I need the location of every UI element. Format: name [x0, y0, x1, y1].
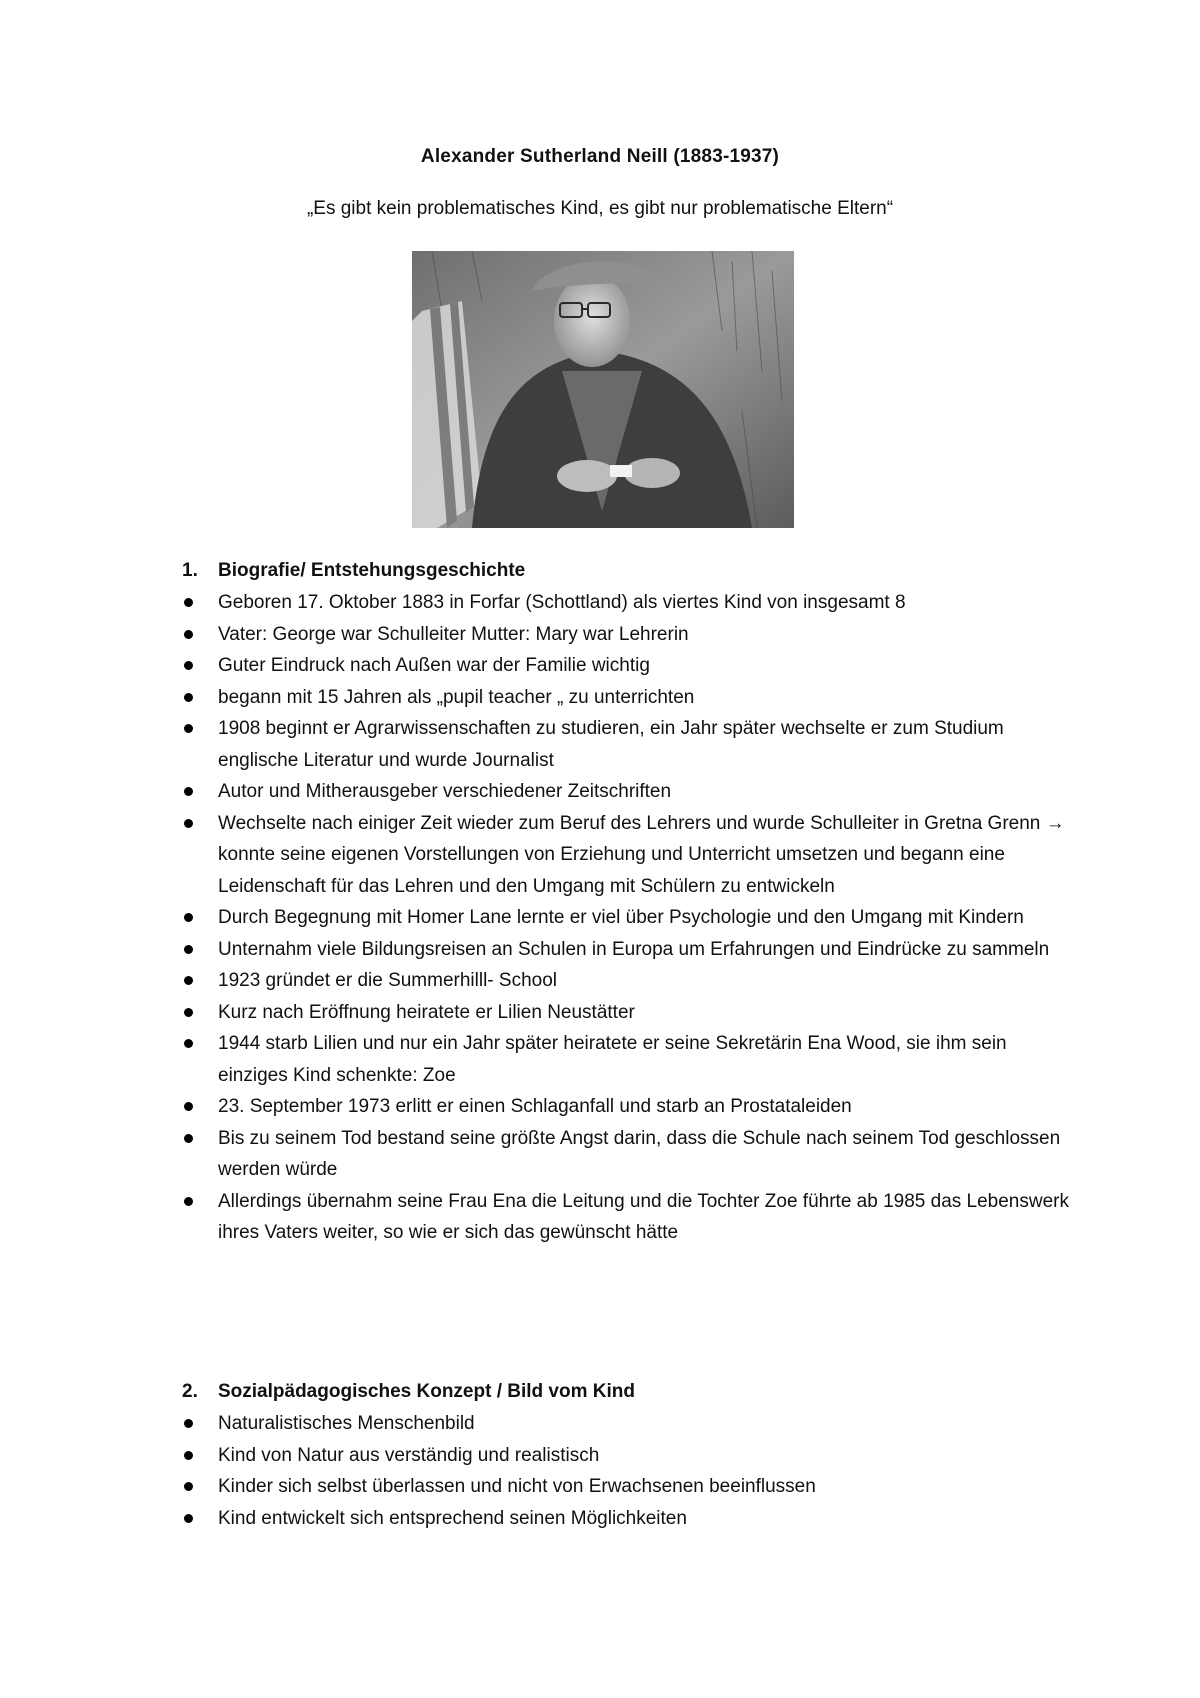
- list-item: [176, 776, 1076, 808]
- list-item: [176, 619, 1076, 651]
- list-item: [176, 808, 1076, 903]
- list-item-text: begann mit 15 Jahren als „pupil teacher „ zu unterrichten: [218, 686, 695, 708]
- list-item: [176, 997, 1076, 1029]
- list-item: [176, 1471, 1076, 1503]
- list-item-text: Bis zu seinem Tod bestand seine größte Angst darin, dass die Schule nach seinem Tod geschlossen werden würde: [218, 1127, 1061, 1180]
- bullet-icon: [184, 819, 193, 828]
- bullet-icon: [184, 1008, 193, 1017]
- bullet-icon: [184, 1197, 193, 1206]
- bullet-icon: [184, 787, 193, 796]
- list-item-text: Kurz nach Eröffnung heiratete er Lilien Neustätter: [218, 1001, 635, 1023]
- bullet-icon: [184, 1134, 193, 1143]
- section-heading: [176, 555, 1076, 587]
- bullet-list: [176, 1408, 1076, 1534]
- list-item-text: Wechselte nach einiger Zeit wieder zum Beruf des Lehrers und wurde Schulleiter in Gretna Grenn → konnte seine eigenen Vorstellungen von Erziehung und Unterricht umsetzen und begann eine Leidenschaft für das Lehren und den Umgang mit Schülern zu entwickeln: [218, 812, 1065, 897]
- list-item-text: 1923 gründet er die Summerhilll- School: [218, 970, 558, 991]
- bullet-icon: [184, 598, 193, 607]
- portrait-photo: [412, 251, 794, 528]
- list-item: [176, 1440, 1076, 1472]
- list-item-text: Unternahm viele Bildungsreisen an Schulen in Europa um Erfahrungen und Eindrücke zu sammeln: [218, 938, 1050, 960]
- list-item-text: Autor und Mitherausgeber verschiedener Zeitschriften: [218, 781, 672, 802]
- list-item: [176, 1408, 1076, 1440]
- list-item-text: Vater: George war Schulleiter Mutter: Mary war Lehrerin: [218, 623, 689, 645]
- section-biografie: [176, 555, 1076, 1249]
- quote-subtitle: „Es gibt kein problematisches Kind, es gibt nur problematische Eltern“: [306, 198, 894, 219]
- list-item: [176, 682, 1076, 714]
- section-title: Sozialpädagogisches Konzept / Bild vom Kind: [218, 1381, 635, 1402]
- bullet-icon: [184, 1039, 193, 1048]
- bullet-icon: [184, 724, 193, 733]
- list-item-text: 1908 beginnt er Agrarwissenschaften zu studieren, ein Jahr später wechselte er zum Studium englische Literatur und wurde Journalist: [218, 718, 1004, 771]
- list-item: [176, 1028, 1076, 1091]
- list-item-text: Allerdings übernahm seine Frau Ena die Leitung und die Tochter Zoe führte ab 1985 das Lebenswerk ihres Vaters weiter, so wie er sich das gewünscht hätte: [218, 1190, 1069, 1243]
- list-item: [176, 1503, 1076, 1535]
- document-title: Alexander Sutherland Neill (1883-1937): [420, 146, 780, 167]
- bullet-icon: [184, 1451, 193, 1460]
- portrait-photo-icon: [412, 251, 794, 528]
- bullet-icon: [184, 1482, 193, 1491]
- list-item: [176, 965, 1076, 997]
- section-title: Biografie/ Entstehungsgeschichte: [218, 560, 526, 581]
- bullet-icon: [184, 630, 193, 639]
- list-item-text: 23. September 1973 erlitt er einen Schlaganfall und starb an Prostataleiden: [218, 1096, 852, 1117]
- bullet-icon: [184, 1102, 193, 1111]
- section-number: 1.: [182, 560, 198, 581]
- section-number: 2.: [182, 1381, 198, 1402]
- list-item-text: Kind entwickelt sich entsprechend seinen Möglichkeiten: [218, 1507, 687, 1529]
- list-item: [176, 934, 1076, 966]
- list-item-text: Guter Eindruck nach Außen war der Familie wichtig: [218, 655, 650, 676]
- list-item: [176, 713, 1076, 776]
- list-item: [176, 1186, 1076, 1249]
- list-item-text: Naturalistisches Menschenbild: [218, 1413, 475, 1434]
- bullet-list: [176, 587, 1076, 1249]
- section-heading: [176, 1376, 1076, 1408]
- bullet-icon: [184, 661, 193, 670]
- bullet-icon: [184, 1514, 193, 1523]
- list-item-text: Geboren 17. Oktober 1883 in Forfar (Schottland) als viertes Kind von insgesamt 8: [218, 592, 906, 613]
- bullet-icon: [184, 1419, 193, 1428]
- list-item-text: Durch Begegnung mit Homer Lane lernte er viel über Psychologie und den Umgang mit Kindern: [218, 907, 1024, 928]
- list-item: [176, 902, 1076, 934]
- list-item: [176, 1091, 1076, 1123]
- bullet-icon: [184, 913, 193, 922]
- list-item: [176, 587, 1076, 619]
- list-item: [176, 650, 1076, 682]
- list-item-text: Kinder sich selbst überlassen und nicht von Erwachsenen beeinflussen: [218, 1476, 816, 1497]
- section-konzept: [176, 1376, 1076, 1534]
- bullet-icon: [184, 976, 193, 985]
- bullet-icon: [184, 945, 193, 954]
- bullet-icon: [184, 693, 193, 702]
- list-item-text: Kind von Natur aus verständig und realistisch: [218, 1444, 600, 1466]
- list-item-text: 1944 starb Lilien und nur ein Jahr später heiratete er seine Sekretärin Ena Wood, sie ihm sein einziges Kind schenkte: Zoe: [218, 1033, 1007, 1086]
- list-item: [176, 1123, 1076, 1186]
